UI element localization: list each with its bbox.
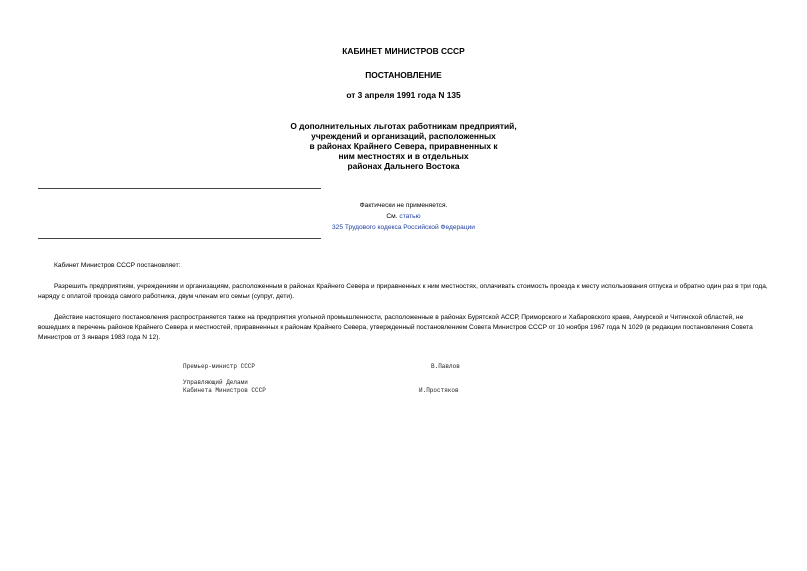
code-link-line	[190, 223, 617, 233]
manager-title-line1: Управляющий Делами	[183, 379, 248, 386]
body-paragraph-resolves: Кабинет Министров СССР постановляет:	[54, 262, 181, 269]
issuer-heading: КАБИНЕТ МИНИСТРОВ СССР	[342, 46, 465, 56]
title-line: ним местностях и в отдельных	[338, 151, 469, 161]
labor-code-link[interactable]: 325 Трудового кодекса Российской Федерации	[332, 224, 475, 231]
manager-name: И.Простяков	[419, 387, 459, 394]
date-number-heading: от 3 апреля 1991 года N 135	[346, 90, 461, 100]
title-line: районах Дальнего Востока	[347, 161, 460, 171]
see-reference-line	[190, 212, 617, 222]
title-line: учреждений и организаций, расположенных	[311, 131, 496, 141]
status-note-text: Фактически не применяется.	[359, 202, 448, 209]
document-body	[38, 261, 772, 343]
body-paragraph-coal-industry: Действие настоящего постановления распространяется также на предприятия угольной промышленности, расположенные в районах Бурятской АССР, Приморского и Хабаровского краев, Амурской и Читинской областей, не вошедших в перечень районов Крайнего Севера и местностей, приравненных к районам Крайнего Севера, утвержденный постановлением Совета Министров СССР от 10 ноября 1967 года N 1029 (в редакции постановления Совета Министров от 3 января 1983 года N 12).	[38, 314, 753, 341]
see-prefix: См.	[386, 213, 400, 220]
premier-name: В.Павлов	[431, 363, 460, 370]
note-top-divider	[38, 188, 321, 189]
status-note	[190, 201, 617, 233]
document-title	[0, 121, 807, 171]
title-line: О дополнительных льготах работникам предприятий,	[290, 121, 517, 131]
title-line: в районах Крайнего Севера, приравненных к	[309, 141, 498, 151]
premier-title: Премьер-министр СССР	[183, 363, 256, 370]
manager-title-line2: Кабинета Министров СССР	[183, 387, 266, 394]
body-paragraph-travel-payment: Разрешить предприятиям, учреждениям и организациям, расположенным в районах Крайнего Севера и приравненных к ним местностях, оплачивать стоимость проезда к месту использования отпуска и обратно один раз в три года, наряду с оплатой проезда самого работника, двум членам его семьи (супруг, дети).	[38, 283, 768, 300]
note-bottom-divider	[38, 238, 321, 239]
document-type-heading: ПОСТАНОВЛЕНИЕ	[365, 70, 442, 80]
article-link[interactable]: статью	[399, 213, 421, 220]
